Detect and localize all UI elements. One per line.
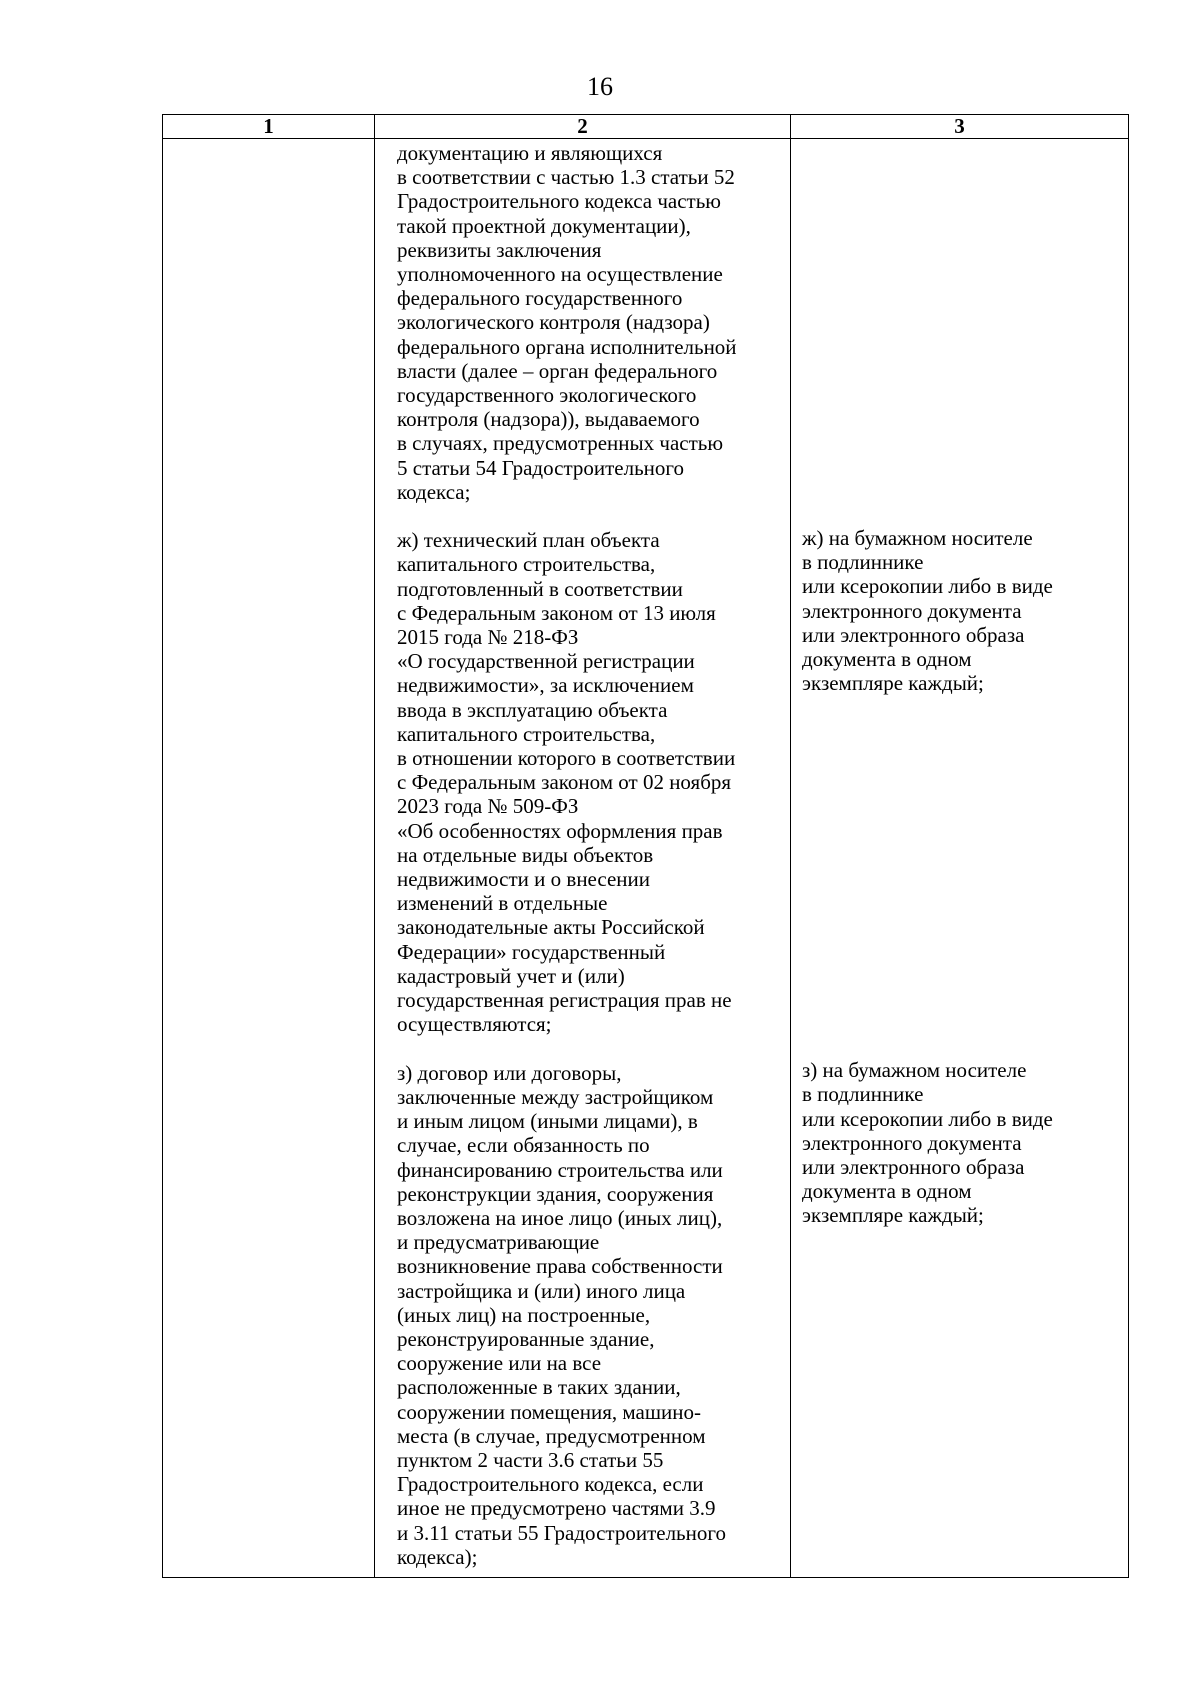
text-line: з) договор или договоры, — [397, 1060, 622, 1085]
paragraph-gap — [802, 260, 1128, 284]
text-line: реконструкции здания, сооружения — [397, 1181, 714, 1206]
text-line: осуществляются; — [397, 1012, 552, 1037]
paragraph-gap — [397, 1037, 790, 1061]
text-line: капитального строительства, — [397, 721, 656, 746]
text-line: федерального органа исполнительной — [397, 334, 737, 359]
text-line: возложена на иное лицо (иных лиц), — [397, 1205, 723, 1230]
paragraph-gap — [802, 768, 1128, 792]
paragraph-gap — [802, 720, 1128, 744]
paragraph-gap — [802, 357, 1128, 381]
paragraph-gap — [802, 212, 1128, 236]
text-line: электронного документа — [802, 1130, 1022, 1155]
text-line: кадастровый учет и (или) — [397, 963, 625, 988]
paragraph-gap — [802, 429, 1128, 453]
text-line: документа в одном — [802, 1179, 972, 1204]
page-number: 16 — [587, 72, 613, 101]
text-line: с Федеральным законом от 02 ноября — [397, 770, 732, 795]
text-line: государственная регистрация прав не — [397, 988, 732, 1013]
text-line: сооружение или на все — [397, 1351, 602, 1376]
paragraph-gap — [802, 163, 1128, 187]
text-line: возникновение права собственности — [397, 1254, 723, 1279]
paragraph-gap — [802, 695, 1128, 719]
text-line: и предусматривающие — [397, 1230, 600, 1255]
paragraph-gap — [802, 1010, 1128, 1034]
text-line: экземпляре каждый; — [802, 1203, 984, 1228]
text-line: в случаях, предусмотренных частью — [397, 431, 724, 456]
paragraph-gap — [802, 841, 1128, 865]
text-line: иное не предусмотрено частями 3.9 — [397, 1496, 716, 1521]
paragraph-gap — [802, 865, 1128, 889]
paragraph-gap — [802, 986, 1128, 1010]
text-line: финансированию строительства или — [397, 1157, 723, 1182]
paragraph-gap — [802, 478, 1128, 502]
table-row — [163, 139, 1129, 1578]
text-line: в соответствии с частью 1.3 статьи 52 — [397, 165, 735, 190]
paragraph-gap — [802, 1034, 1128, 1058]
paragraph-gap — [802, 816, 1128, 840]
text-line: (иных лиц) на построенные, — [397, 1302, 651, 1327]
paragraph-gap — [802, 236, 1128, 260]
text-line: «О государственной регистрации — [397, 649, 695, 674]
text-line: расположенные в таких здании, — [397, 1375, 681, 1400]
text-line: ж) на бумажном носителе — [802, 526, 1033, 550]
text-line: уполномоченного на осуществление — [397, 262, 723, 287]
text-line: или электронного образа — [802, 622, 1025, 647]
text-line: федерального государственного — [397, 286, 683, 311]
text-line: кодекса); — [397, 1544, 478, 1569]
text-line: с Федеральным законом от 13 июля — [397, 600, 716, 625]
text-line: недвижимости», за исключением — [397, 673, 694, 698]
paragraph-gap — [802, 913, 1128, 937]
text-line: документацию и являющихся — [397, 141, 663, 165]
paragraph-gap — [802, 381, 1128, 405]
text-line: случае, если обязанность по — [397, 1133, 650, 1158]
text-line: недвижимости и о внесении — [397, 867, 651, 892]
text-line: Градостроительного кодекса частью — [397, 189, 721, 214]
text-line: и иным лицом (иными лицами), в — [397, 1109, 698, 1134]
text-line: на отдельные виды объектов — [397, 842, 654, 867]
column-header-3: 3 — [791, 115, 1129, 139]
text-line: ввода в эксплуатацию объекта — [397, 697, 668, 722]
text-line: подготовленный в соответствии — [397, 576, 683, 601]
text-line: заключенные между застройщиком — [397, 1084, 714, 1109]
paragraph-gap — [802, 187, 1128, 211]
paragraph-gap — [802, 284, 1128, 308]
text-line: или ксерокопии либо в виде — [802, 1106, 1053, 1131]
paragraph-gap — [802, 937, 1128, 961]
paragraph-gap — [802, 139, 1128, 163]
text-line: места (в случае, предусмотренном — [397, 1423, 706, 1448]
column-2-text — [375, 139, 790, 1569]
text-line: сооружении помещения, машино- — [397, 1399, 701, 1424]
text-line: экологического контроля (надзора) — [397, 310, 710, 335]
column-header-2: 2 — [375, 115, 791, 139]
paragraph-gap — [802, 308, 1128, 332]
text-line: документа в одном — [802, 647, 972, 672]
text-line: Градостроительного кодекса, если — [397, 1472, 704, 1497]
text-line: 2023 года № 509-ФЗ — [397, 794, 579, 819]
text-line: экземпляре каждый; — [802, 671, 984, 696]
text-line: кодекса; — [397, 479, 471, 504]
text-line: пунктом 2 части 3.6 статьи 55 — [397, 1447, 664, 1472]
text-line: з) на бумажном носителе — [802, 1058, 1027, 1083]
paragraph-gap — [802, 333, 1128, 357]
paragraph-gap — [802, 961, 1128, 985]
paragraph-gap — [397, 504, 790, 528]
text-line: реконструированные здание, — [397, 1326, 655, 1351]
column-3-text — [791, 139, 1128, 1228]
text-line: «Об особенностях оформления прав — [397, 818, 723, 843]
text-line: 2015 года № 218-ФЗ — [397, 625, 579, 650]
paragraph-gap — [802, 502, 1128, 526]
text-line: капитального строительства, — [397, 552, 656, 577]
text-line: ж) технический план объекта — [397, 528, 660, 553]
text-line: такой проектной документации), — [397, 213, 691, 238]
text-line: в подлиннике — [802, 1082, 924, 1107]
paragraph-gap — [802, 792, 1128, 816]
text-line: и 3.11 статьи 55 Градостроительного — [397, 1520, 726, 1545]
text-line: изменений в отдельные — [397, 891, 608, 916]
column-1-cell — [163, 139, 375, 1578]
paragraph-gap — [802, 405, 1128, 429]
text-line: или электронного образа — [802, 1155, 1025, 1180]
document-table — [162, 114, 1129, 1578]
text-line: 5 статьи 54 Градостроительного — [397, 455, 684, 480]
text-line: реквизиты заключения — [397, 237, 602, 262]
text-line: застройщика и (или) иного лица — [397, 1278, 686, 1303]
text-line: или ксерокопии либо в виде — [802, 574, 1053, 599]
column-2-cell — [375, 139, 791, 1578]
text-line: власти (далее – орган федерального — [397, 358, 718, 383]
table-header-row — [163, 115, 1129, 139]
text-line: в подлиннике — [802, 550, 924, 575]
text-line: в отношении которого в соответствии — [397, 746, 736, 771]
column-header-1: 1 — [163, 115, 375, 139]
text-line: контроля (надзора)), выдаваемого — [397, 407, 700, 432]
text-line: электронного документа — [802, 598, 1022, 623]
paragraph-gap — [802, 744, 1128, 768]
column-3-cell — [791, 139, 1129, 1578]
text-line: Федерации» государственный — [397, 939, 666, 964]
text-line: государственного экологического — [397, 383, 697, 408]
paragraph-gap — [802, 889, 1128, 913]
text-line: законодательные акты Российской — [397, 915, 705, 940]
paragraph-gap — [802, 453, 1128, 477]
